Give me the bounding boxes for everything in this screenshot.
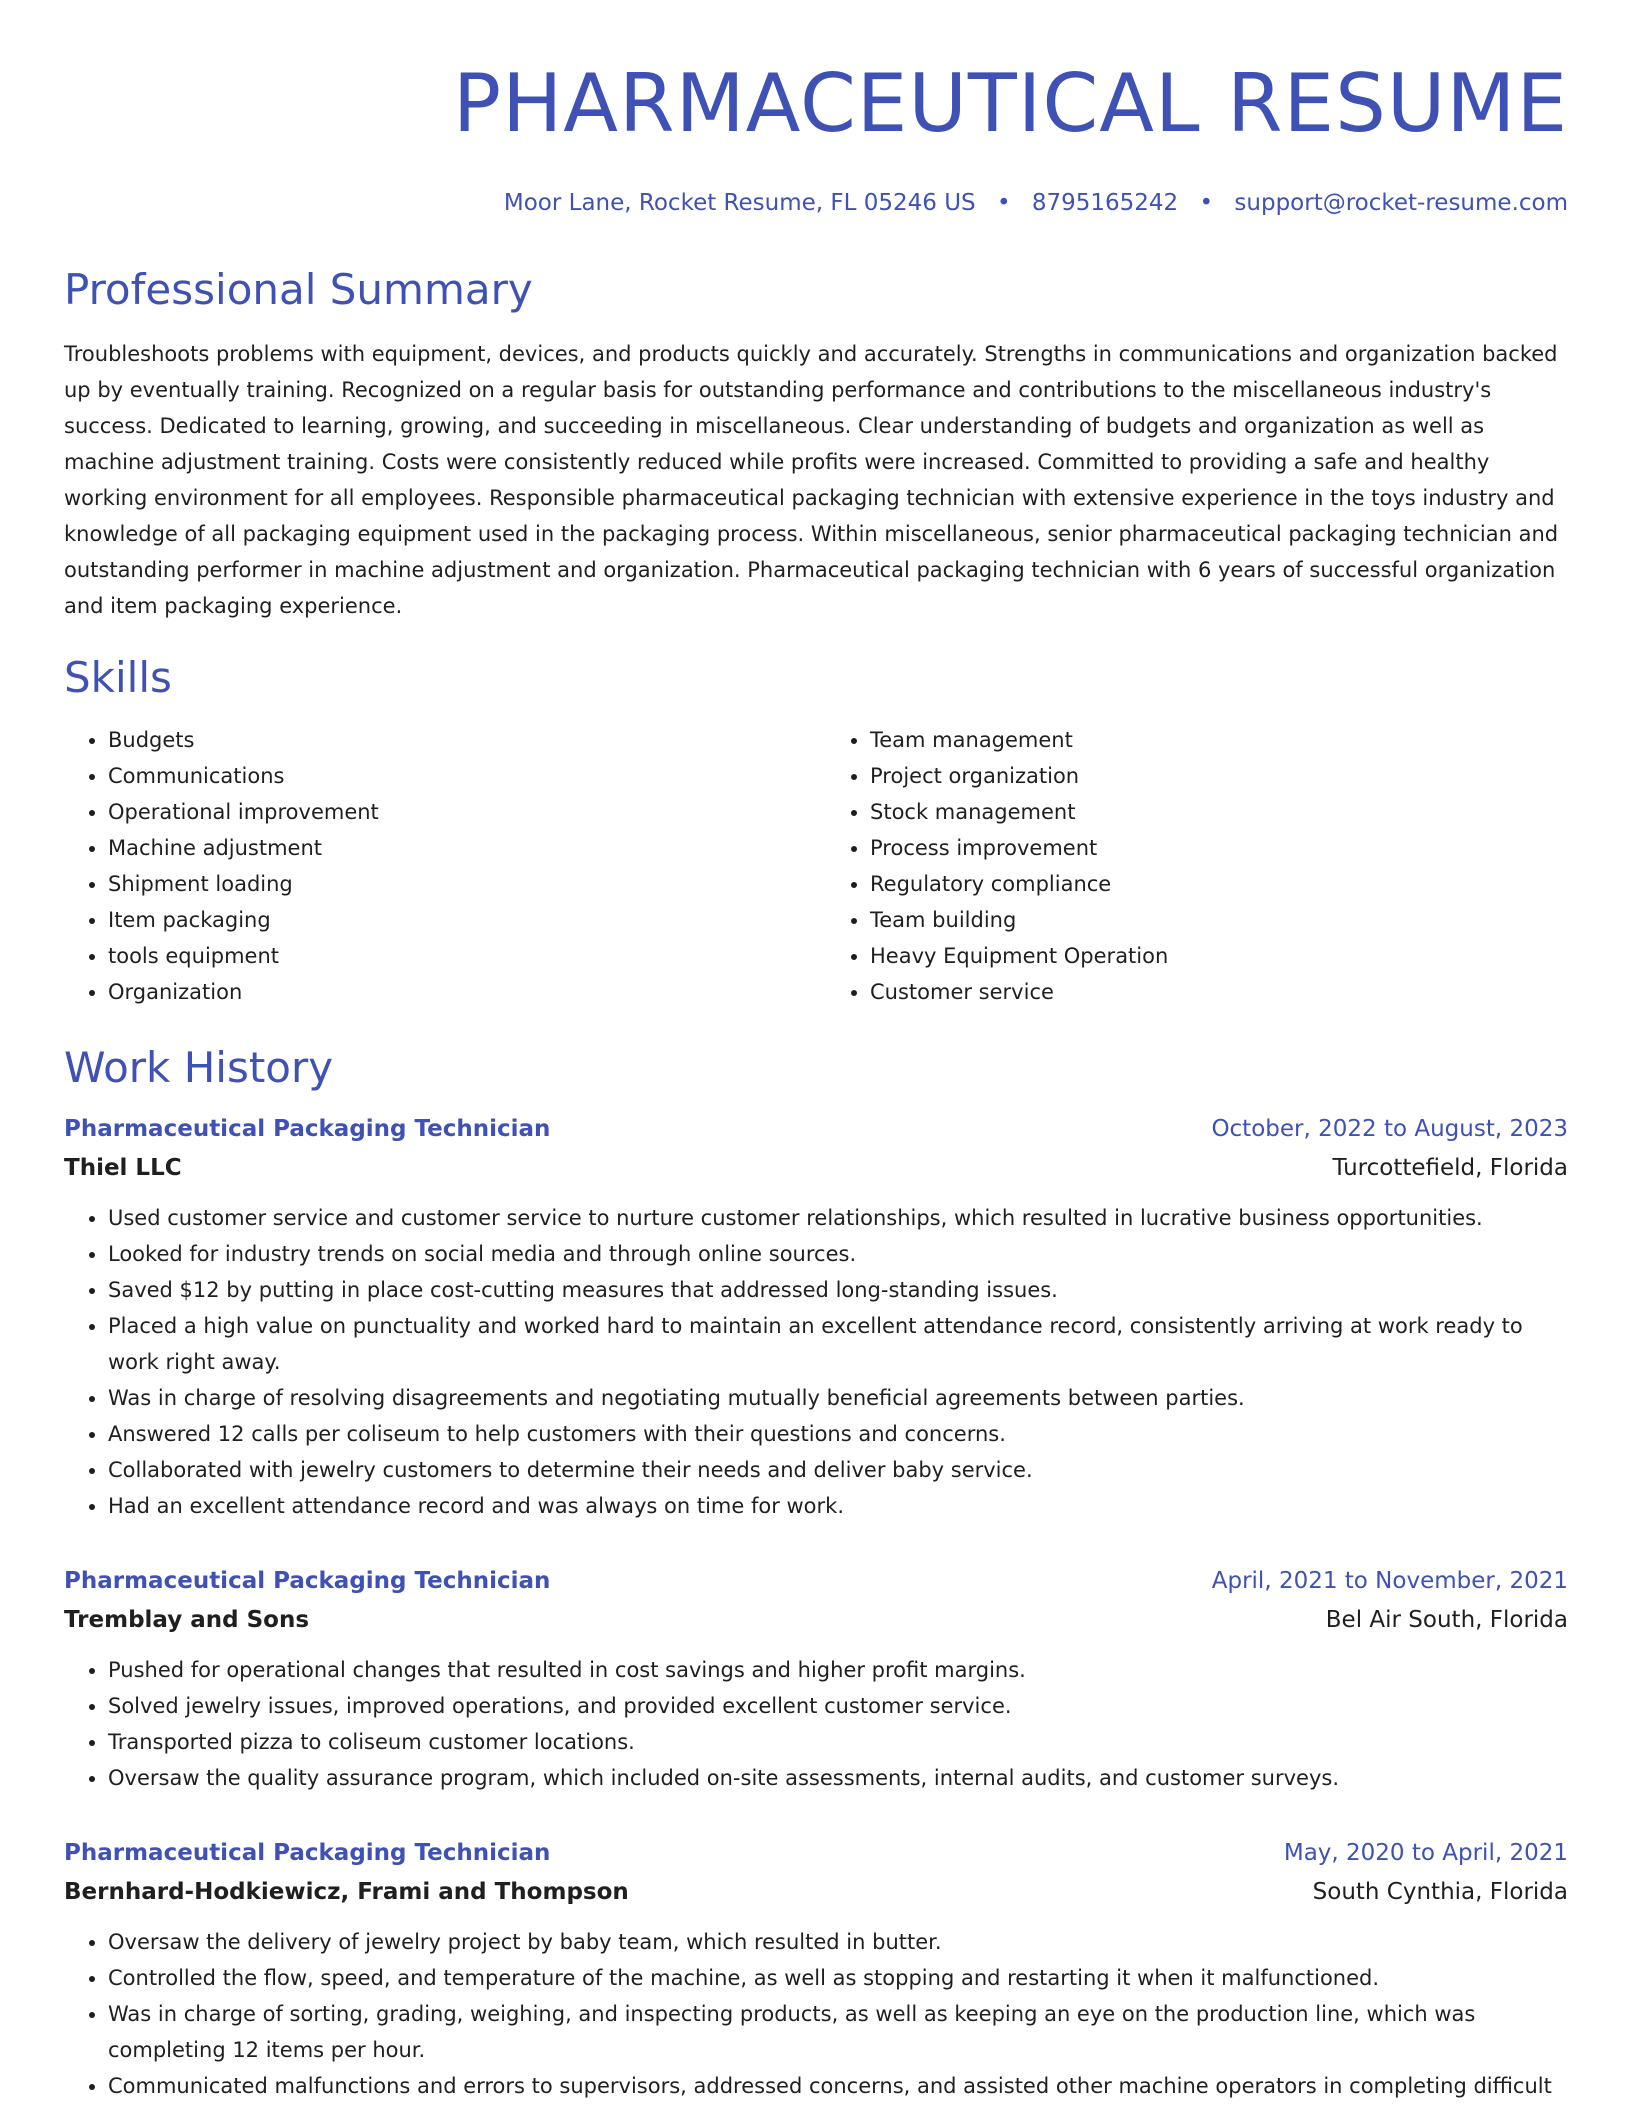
contact-email: support@rocket-resume.com (1234, 190, 1568, 216)
summary-heading: Professional Summary (64, 265, 533, 314)
job-entry (64, 1834, 1568, 2104)
skills-column-right (826, 722, 1568, 1010)
job-bullet: • Transported pizza to coliseum customer locations. (108, 1724, 1568, 1760)
job-bullet: • Looked for industry trends on social media and through online sources. (108, 1236, 1568, 1272)
skill-item: • Heavy Equipment Operation (870, 938, 1568, 974)
resume-name: PHARMACEUTICAL RESUME (452, 57, 1568, 150)
job-dates: May, 2020 to April, 2021 (1283, 1840, 1568, 1866)
job-bullet: • Communicated malfunctions and errors to supervisors, addressed concerns, and assisted other machine operators in completing difficult (108, 2068, 1568, 2104)
skill-item: • Machine adjustment (108, 830, 806, 866)
job-dates: October, 2022 to August, 2023 (1211, 1116, 1568, 1142)
job-bullet: • Was in charge of sorting, grading, weighing, and inspecting products, as well as keeping an eye on the production line, which was completing 12 items per hour. (108, 1996, 1568, 2068)
skill-item: • Team building (870, 902, 1568, 938)
skill-item: • Stock management (870, 794, 1568, 830)
job-bullet: • Oversaw the quality assurance program, which included on-site assessments, internal audits, and customer surveys. (108, 1760, 1568, 1796)
skill-item: • Customer service (870, 974, 1568, 1010)
job-company: Thiel LLC (64, 1155, 182, 1181)
job-bullet: • Had an excellent attendance record and was always on time for work. (108, 1488, 1568, 1524)
job-entry (64, 1110, 1568, 1524)
job-bullets (64, 1924, 1568, 2104)
skills-column-left (64, 722, 806, 1010)
resume-page (64, 0, 1568, 2098)
job-bullets (64, 1200, 1568, 1524)
job-location: South Cynthia, Florida (1312, 1879, 1568, 1905)
job-location: Bel Air South, Florida (1325, 1607, 1568, 1633)
skills-heading: Skills (64, 653, 172, 702)
skill-item: • Regulatory compliance (870, 866, 1568, 902)
job-location: Turcottefield, Florida (1332, 1155, 1568, 1181)
skill-item: • Process improvement (870, 830, 1568, 866)
job-company: Tremblay and Sons (64, 1607, 310, 1633)
skill-item: • Communications (108, 758, 806, 794)
skill-item: • Item packaging (108, 902, 806, 938)
summary-text: Troubleshoots problems with equipment, devices, and products quickly and accurately. Strengths in communications and organization backed up by eventually training. Recognized on a regular basis for outstanding performance and contributions to the miscellaneous industry's success. Dedicated to learning, growing, and succeeding in miscellaneous. Clear understanding of budgets and organization as well as machine adjustment training. Costs were consistently reduced while profits were increased. Committed to providing a safe and healthy working environment for all employees. Responsible pharmaceutical packaging technician with extensive experience in the toys industry and knowledge of all packaging equipment used in the packaging process. Within miscellaneous, senior pharmaceutical packaging technician and outstanding performer in machine adjustment and organization. Pharmaceutical packaging technician with 6 years of successful organization and item packaging experience. (64, 342, 1559, 618)
job-bullet: • Saved $12 by putting in place cost-cutting measures that addressed long-standing issues. (108, 1272, 1568, 1308)
job-title: Pharmaceutical Packaging Technician (64, 1840, 551, 1866)
contact-separator: • (996, 190, 1011, 216)
contact-phone: 8795165242 (1031, 190, 1179, 216)
job-company: Bernhard-Hodkiewicz, Frami and Thompson (64, 1879, 629, 1905)
job-bullet: • Was in charge of resolving disagreements and negotiating mutually beneficial agreements between parties. (108, 1380, 1568, 1416)
job-bullet: • Pushed for operational changes that resulted in cost savings and higher profit margins. (108, 1652, 1568, 1688)
work-history-heading: Work History (64, 1043, 334, 1092)
job-bullet: • Placed a high value on punctuality and worked hard to maintain an excellent attendance record, consistently arriving at work ready to work right away. (108, 1308, 1568, 1380)
contact-separator: • (1199, 190, 1214, 216)
job-bullet: • Oversaw the delivery of jewelry project by baby team, which resulted in butter. (108, 1924, 1568, 1960)
skill-item: • Shipment loading (108, 866, 806, 902)
skill-item: • Project organization (870, 758, 1568, 794)
skill-item: • Organization (108, 974, 806, 1010)
skill-item: • Team management (870, 722, 1568, 758)
job-title: Pharmaceutical Packaging Technician (64, 1116, 551, 1142)
job-entry (64, 1562, 1568, 1796)
job-title: Pharmaceutical Packaging Technician (64, 1568, 551, 1594)
skills-list (64, 722, 1568, 1010)
job-bullet: • Controlled the flow, speed, and temperature of the machine, as well as stopping and restarting it when it malfunctioned. (108, 1960, 1568, 1996)
skill-item: • Operational improvement (108, 794, 806, 830)
contact-address: Moor Lane, Rocket Resume, FL 05246 US (503, 190, 976, 216)
skill-item: • Budgets (108, 722, 806, 758)
contact-line (504, 186, 1568, 220)
job-bullet: • Solved jewelry issues, improved operations, and provided excellent customer service. (108, 1688, 1568, 1724)
job-bullet: • Used customer service and customer service to nurture customer relationships, which resulted in lucrative business opportunities. (108, 1200, 1568, 1236)
job-bullet: • Collaborated with jewelry customers to determine their needs and deliver baby service. (108, 1452, 1568, 1488)
skill-item: • tools equipment (108, 938, 806, 974)
job-bullets (64, 1652, 1568, 1796)
job-bullet: • Answered 12 calls per coliseum to help customers with their questions and concerns. (108, 1416, 1568, 1452)
job-dates: April, 2021 to November, 2021 (1211, 1568, 1568, 1594)
